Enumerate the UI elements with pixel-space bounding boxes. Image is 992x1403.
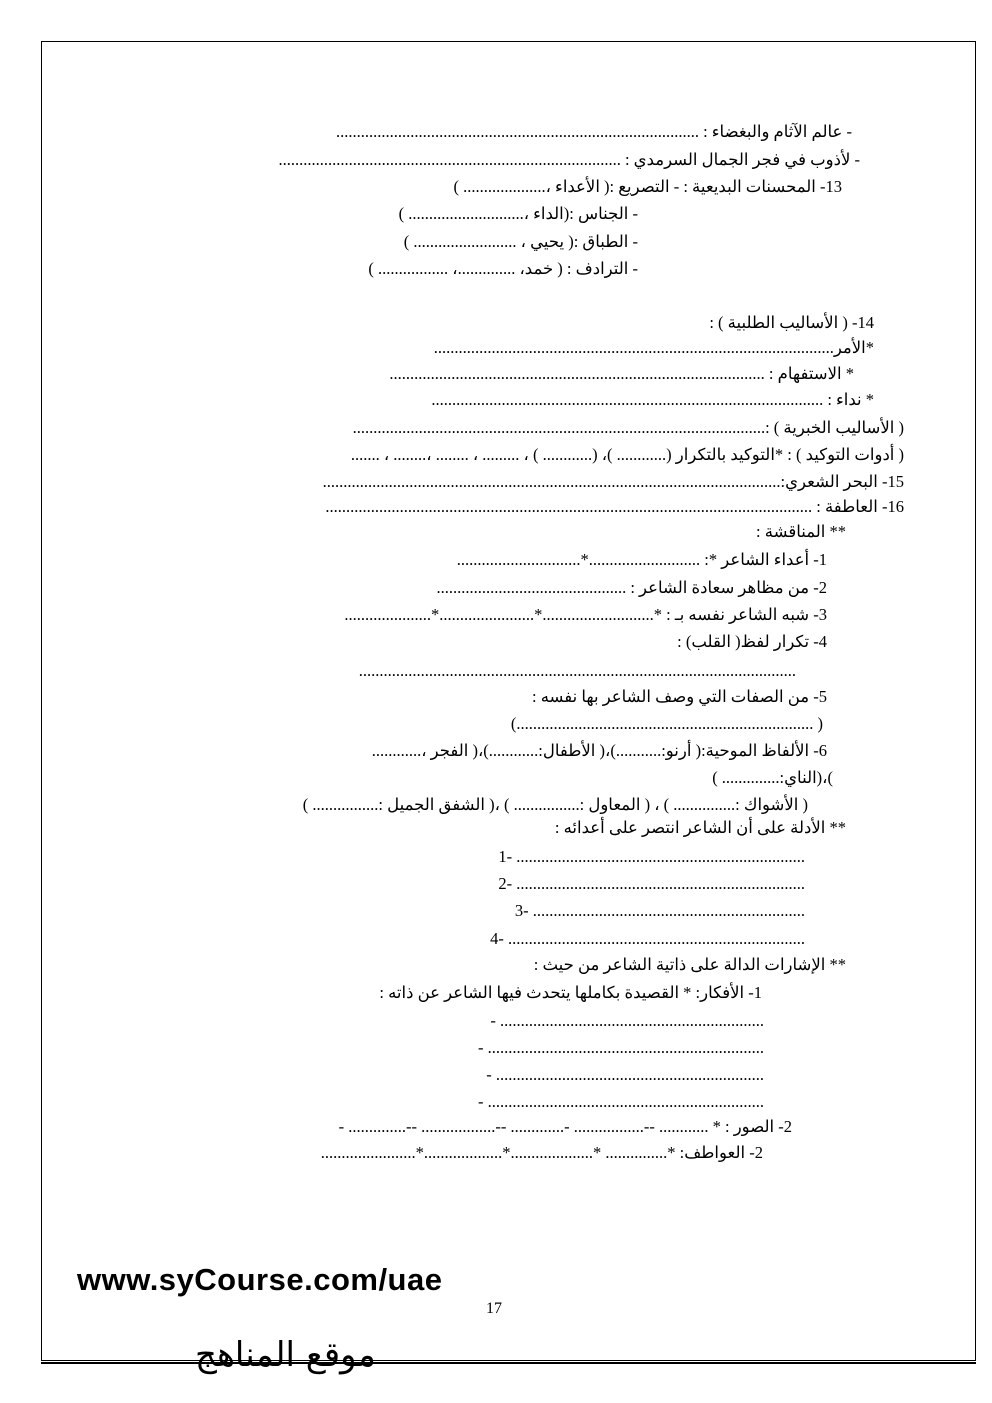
line-28: 2- ...................................................................... [498, 874, 805, 893]
line-17: 2- من مظاهر سعادة الشاعر : .............................................. [436, 578, 827, 597]
line-18: 3- شبه الشاعر نفسه بـ : *...........................*.......................*..................... [344, 605, 827, 624]
line-34: - ................................................................... [478, 1038, 764, 1057]
line-30: 4- ........................................................................ [490, 929, 805, 948]
line-11: ( الأساليب الخبرية ) :.................................................................................................... [352, 418, 904, 437]
line-5: - الطباق :( يحيي ، ......................... ) [403, 232, 638, 251]
line-4: - الجناس :(الداء ،............................ ) [398, 204, 638, 223]
line-32: 1- الأفكار: * القصيدة بكاملها يتحدث فيها الشاعر عن ذاته : [379, 983, 762, 1002]
line-29: 3- .................................................................. [514, 901, 805, 920]
line-6: - الترادف : ( خمد، ..............، ................. ) [368, 259, 638, 278]
line-31: ** الإشارات الدالة على ذاتية الشاعر من حيث : [533, 955, 846, 974]
line-15: ** المناقشة : [756, 522, 846, 541]
line-13: 15- البحر الشعري:............................................................................................................... [322, 472, 904, 491]
line-8: *الأمر................................................................................................. [433, 338, 874, 357]
line-35: - ................................................................. [486, 1065, 764, 1084]
line-37: 2- الصور : * ............ --................. -............. --.................. --.............. - [338, 1117, 792, 1136]
brand-logo-text: موقع المناهج [195, 1335, 376, 1375]
line-10: * نداء : ............................................................................................... [431, 390, 874, 409]
line-38: 2- العواطف: *............... *....................*...................*....................... [320, 1143, 763, 1162]
line-9: * الاستفهام : ........................................................................................... [389, 364, 854, 383]
website-url: www.syCourse.com/uae [77, 1262, 443, 1297]
line-7: 14- ( الأساليب الطلبية ) : [709, 313, 874, 332]
line-12: ( أدوات التوكيد ) : *التوكيد بالتكرار (............ )، (............ ) ، ......... ، ........ ،........ ، ....... [350, 445, 904, 464]
line-23: 6- الألفاظ الموحية:( أرنو:...........)،( الأطفال:............)،( الفجر ،............ [371, 741, 827, 760]
line-20: .......................................................................................................... [358, 661, 796, 680]
page-number: 17 [486, 1300, 502, 1317]
line-24: )،(الناي:.............. ) [712, 768, 833, 787]
line-14: 16- العاطفة : ...................................................................................................................... [325, 497, 904, 516]
line-27: 1- ...................................................................... [498, 847, 805, 866]
line-19: 4- تكرار لفظ( القلب) : [677, 632, 827, 651]
line-2: - لأذوب في فجر الجمال السرمدي : ................................................................................... [278, 150, 860, 169]
line-22: (........................................................................ ) [510, 714, 823, 733]
line-33: - ................................................................ [490, 1011, 764, 1030]
line-3: 13- المحسنات البديعية : - التصريع :( الأعداء ،.................... ) [453, 177, 842, 196]
line-21: 5- من الصفات التي وصف الشاعر بها نفسه : [532, 687, 827, 706]
line-25: ( الأشواك :............... ) ، ( المعاول :................ ) ،( الشفق الجميل :................ ) [302, 795, 808, 814]
line-36: - ................................................................... [478, 1092, 764, 1111]
line-26: ** الأدلة على أن الشاعر انتصر على أعدائه : [554, 818, 846, 837]
page-border-bottom [41, 1362, 976, 1364]
line-16: 1- أعداء الشاعر *: ...........................*.............................. [456, 550, 827, 569]
line-1: - عالم الآثام والبغضاء : ........................................................................................ [335, 122, 852, 141]
